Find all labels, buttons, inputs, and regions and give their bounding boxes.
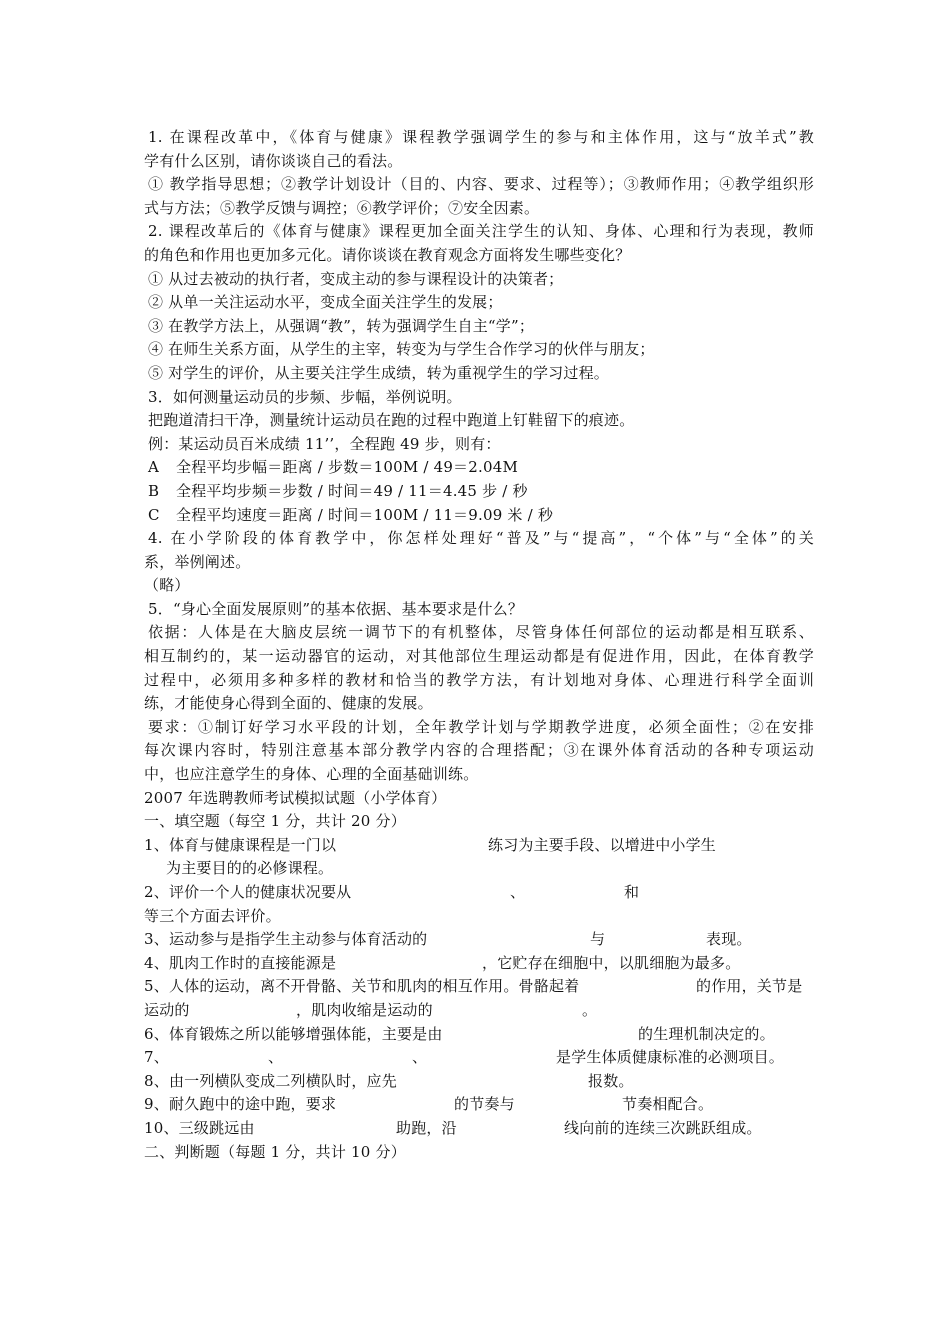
fill-blank-7 (144, 1046, 814, 1070)
q2-answer-3: ③ 在教学方法上，从强调“教”，转为强调学生自主“学”； (148, 316, 535, 335)
section-2-heading: 二、判断题（每题 1 分，共计 10 分） (144, 1142, 406, 1161)
fill-9-text-a: 9、耐久跑中的途中跑，要求 (144, 1095, 337, 1114)
q1-line-1: 1. 在课程改革中，《体育与健康》课程教学强调学生的参与和主体作用，这与“放羊式”教 (148, 128, 814, 146)
fill-8-text-a: 8、由一列横队变成二列横队时，应先 (144, 1071, 397, 1090)
q3-row-b-text: 全程平均步频＝步数 / 时间＝49 / 11＝4.45 步 / 秒 (176, 481, 528, 500)
q5-requirements-3: 中，也应注意学生的身体、心理的全面基础训练。 (144, 765, 479, 784)
fill-4-text-b: ，它贮存在细胞中，以肌细胞为最多。 (482, 953, 741, 972)
document-body (144, 126, 814, 1164)
q2-answer-4: ④ 在师生关系方面，从学生的主宰，转变为与学生合作学习的伙伴与朋友； (148, 340, 655, 359)
q3-row-a-label: A (148, 458, 160, 477)
fill-10-text-b: 助跑，沿 (396, 1118, 457, 1137)
q2-answer-1: ① 从过去被动的执行者，变成主动的参与课程设计的决策者； (148, 269, 564, 288)
fill-blank-1-cont: 为主要目的的必修课程。 (166, 859, 334, 878)
fill-blank-4 (144, 952, 814, 976)
fill-blank-9 (144, 1093, 814, 1117)
fill-2-text-a: 2、评价一个人的健康状况要从 (144, 883, 352, 901)
fill-9-text-c: 节奏相配合。 (622, 1095, 714, 1114)
fill-blank-2 (144, 881, 814, 905)
q5-basis-1: 依据：人体是在大脑皮层统一调节下的有机整体，尽管身体任何部位的运动都是相互联系、 (148, 623, 814, 642)
q2-answer-5: ⑤ 对学生的评价，从主要关注学生成绩，转为重视学生的学习过程。 (148, 363, 609, 382)
fill-5-text-b: 的作用，关节是 (696, 977, 803, 996)
fill-2-text-c: 和 (624, 883, 640, 901)
q2-answer-2: ② 从单一关注运动水平，变成全面关注学生的发展； (148, 293, 503, 312)
fill-2-text-b: 、 (510, 883, 526, 901)
fill-5-text-c: 运动的 (144, 1000, 190, 1019)
q5-basis-3: 过程中，必须用多种多样的教材和恰当的教学方法，有计划地对身体、心理进行科学全面训 (144, 670, 814, 689)
q3-row-b (144, 480, 814, 504)
q1-line-2: 学有什么区别，请你谈谈自己的看法。 (144, 151, 403, 170)
fill-3-text-a: 3、运动参与是指学生主动参与体育活动的 (144, 930, 428, 949)
q3-row-c (144, 504, 814, 528)
q3-line-1: 3．如何测量运动员的步频、步幅，举例说明。 (148, 387, 462, 406)
q3-row-c-label: C (148, 505, 160, 524)
fill-7-text-c: 、 (412, 1048, 428, 1067)
q3-row-c-text: 全程平均速度＝距离 / 时间＝100M / 11＝9.09 米 / 秒 (176, 505, 554, 524)
q5-basis-2: 相互制约的，某一运动器官的运动，对其他部位生理运动都是有促进作用，因此，在体育教学 (144, 647, 814, 666)
fill-blank-1 (144, 834, 814, 858)
fill-blank-5 (144, 975, 814, 999)
fill-blank-3 (144, 928, 814, 952)
fill-7-text-b: 、 (268, 1048, 284, 1067)
fill-1-text-a: 1、体育与健康课程是一门以 (144, 835, 337, 854)
fill-1-text-b: 练习为主要手段、以增进中小学生 (488, 835, 717, 854)
q5-basis-4: 练，才能使身心得到全面的、健康的发展。 (144, 694, 433, 713)
q4-line-2: 系，举例阐述。 (144, 552, 251, 571)
fill-blank-2-cont: 等三个方面去评价。 (144, 906, 281, 925)
fill-6-text-a: 6、体育锻炼之所以能够增强体能，主要是由 (144, 1024, 443, 1043)
exam-title: 2007 年选聘教师考试模拟试题（小学体育） (144, 788, 447, 807)
fill-3-text-b: 与 (590, 930, 606, 949)
q4-answer: （略） (144, 576, 190, 595)
fill-blank-5-cont (144, 999, 814, 1023)
fill-8-text-b: 报数。 (588, 1071, 634, 1090)
fill-blank-6 (144, 1023, 814, 1047)
fill-6-text-b: 的生理机制决定的。 (638, 1024, 775, 1043)
fill-4-text-a: 4、肌肉工作时的直接能源是 (144, 953, 337, 972)
q3-row-a (144, 456, 814, 480)
q3-answer-1: 把跑道清扫干净，测量统计运动员在跑的过程中跑道上钉鞋留下的痕迹。 (148, 411, 635, 430)
fill-9-text-b: 的节奏与 (454, 1095, 515, 1114)
fill-10-text-a: 10、三级跳远由 (144, 1118, 255, 1137)
q5-line-1: 5．“身心全面发展原则”的基本依据、基本要求是什么？ (148, 599, 524, 618)
q3-row-a-text: 全程平均步幅＝距离 / 步数＝100M / 49＝2.04M (176, 458, 519, 477)
fill-7-text-d: 是学生体质健康标准的必测项目。 (556, 1048, 785, 1067)
q3-answer-2: 例：某运动员百米成绩 11’’，全程跑 49 步，则有： (148, 434, 501, 453)
fill-3-text-c: 表现。 (706, 930, 752, 949)
q5-requirements-2: 每次课内容时，特别注意基本部分教学内容的合理搭配；③在课外体育活动的各种专项运动 (144, 741, 814, 760)
q3-row-b-label: B (148, 481, 160, 500)
q2-line-1: 2. 课程改革后的《体育与健康》课程更加全面关注学生的认知、身体、心理和行为表现，教师 (148, 222, 814, 241)
q1-answer-line-1: ① 教学指导思想；②教学计划设计（目的、内容、要求、过程等）；③教师作用；④教学组织形 (148, 175, 814, 194)
fill-5-text-d: ，肌肉收缩是运动的 (296, 1000, 433, 1019)
fill-10-text-c: 线向前的连续三次跳跃组成。 (564, 1118, 762, 1137)
fill-5-text-e: 。 (582, 1000, 598, 1019)
fill-5-text-a: 5、人体的运动，离不开骨骼、关节和肌肉的相互作用。骨骼起着 (144, 977, 580, 996)
fill-blank-10 (144, 1117, 814, 1141)
q4-line-1: 4. 在小学阶段的体育教学中，你怎样处理好“普及”与“提高”，“个体”与“全体”的关 (148, 529, 814, 548)
q1-answer-line-2: 式与方法；⑤教学反馈与调控；⑥教学评价；⑦安全因素。 (144, 198, 540, 217)
q2-line-2: 的角色和作用也更加多元化。请你谈谈在教育观念方面将发生哪些变化？ (144, 245, 631, 264)
fill-blank-8 (144, 1070, 814, 1094)
q5-requirements-1: 要求：①制订好学习水平段的计划，全年教学计划与学期教学进度，必须全面性；②在安排 (148, 717, 814, 736)
fill-7-text-a: 7、 (144, 1048, 169, 1067)
section-1-heading: 一、填空题（每空 1 分，共计 20 分） (144, 812, 406, 831)
